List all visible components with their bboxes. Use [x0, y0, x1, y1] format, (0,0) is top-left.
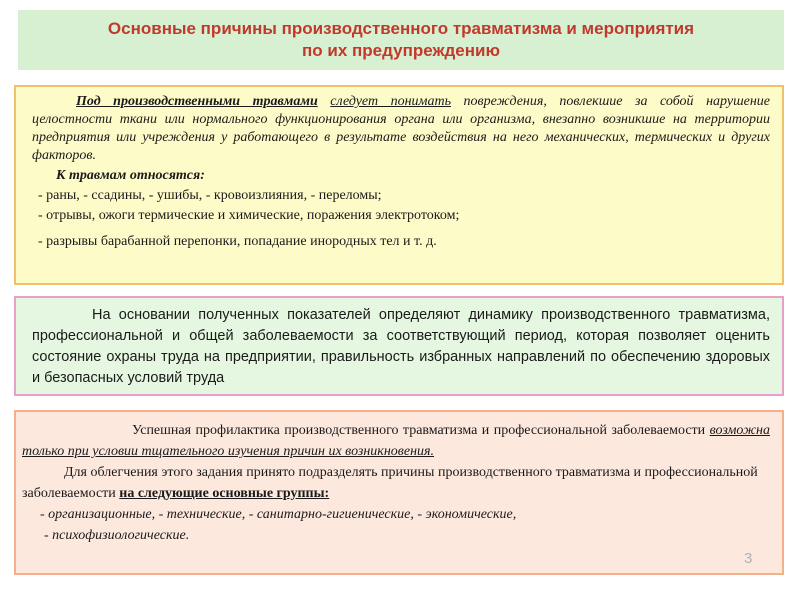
title-line-2: по их предупреждению	[302, 41, 500, 60]
groups-intro: на следующие основные группы:	[119, 486, 330, 501]
definition-rest: повреждения, повлекшие за собой нарушение целостности ткани или нормального функционирования органа или организма, внезапно возникшие на территории предприятия или учреждения у работающего в результате воздействия на него механических, термических и других факторов.	[32, 94, 771, 163]
prevention-panel	[14, 410, 784, 575]
definition-verb: следует понимать	[330, 94, 451, 109]
definition-term: Под производственными травмами	[76, 94, 318, 109]
cause-groups-line-1: - организационные, - технические, - санитарно-гигиенические, - экономические,	[40, 507, 517, 522]
prevention-condition: возможна только при условии тщательного изучения причин их возникновения.	[22, 423, 770, 459]
slide-title	[18, 10, 784, 70]
injury-list-item: - раны, - ссадины, - ушибы, - кровоизлияния, - переломы;	[38, 188, 382, 203]
statistics-text: На основании полученных показателей определяют динамику производственного травматизма, профессиональной и общей заболеваемости за соответствующий период, которая позволяет оценить состояние охраны труда на предприятии, правильность избранных направлений по обеспечению здоровых и безопасных условий труда	[32, 307, 770, 386]
prevention-paragraph-2: Для облегчения этого задания принято подразделять причины производственного травматизма и профессиональной заболеваемости на следующие основные группы:	[22, 465, 758, 501]
title-line-1: Основные причины производственного травматизма и мероприятия	[107, 19, 695, 38]
injuries-subheading: К травмам относятся:	[56, 168, 205, 183]
definition-text	[32, 93, 770, 165]
cause-groups-line-2: - психофизиологические.	[44, 528, 190, 543]
prevention-paragraph-1: Успешная профилактика производственного травматизма и профессиональной заболеваемости возможна только при условии тщательного изучения причин их возникновения.	[22, 423, 770, 459]
statistics-panel	[14, 296, 784, 396]
injury-list-item: - отрывы, ожоги термические и химические, поражения электротоком;	[38, 208, 460, 223]
definition-panel	[14, 85, 784, 285]
injury-list-item: - разрывы барабанной перепонки, попадание инородных тел и т. д.	[38, 234, 437, 249]
page-number: 3	[744, 550, 753, 567]
